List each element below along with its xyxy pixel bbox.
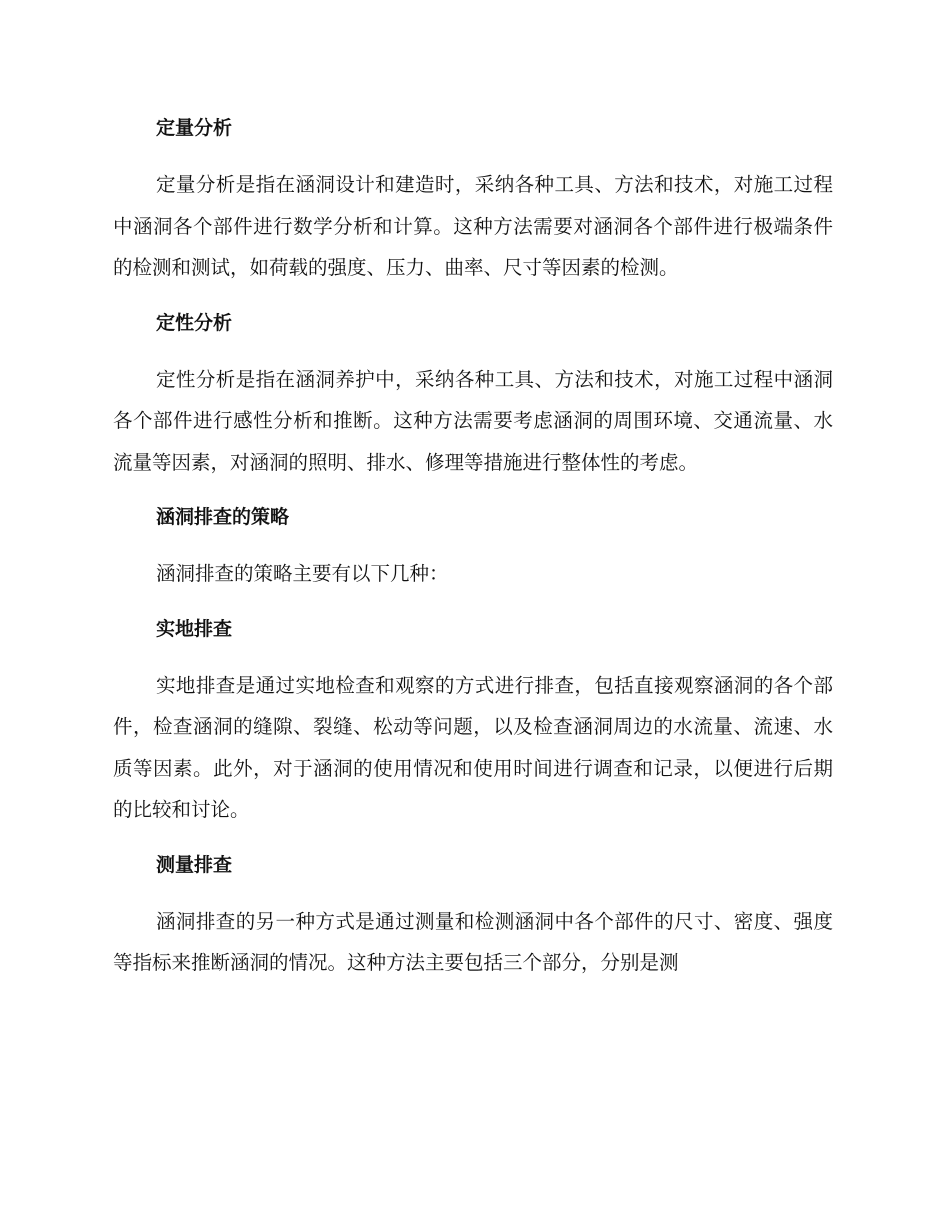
section-paragraph-measurement-inspection: 涵洞排查的另一种方式是通过测量和检测涵洞中各个部件的尺寸、密度、强度等指标来推断涵洞的情况。这种方法主要包括三个部分，分别是测 <box>113 909 833 974</box>
section-paragraph-qualitative: 定性分析是指在涵洞养护中，采纳各种工具、方法和技术，对施工过程中涵洞各个部件进行感性分析和推断。这种方法需要考虑涵洞的周围环境、交通流量、水流量等因素，对涵洞的照明、排水、修理等措施进行整体性的考虑。 <box>113 367 833 474</box>
section-heading-strategy: 涵洞排查的策略 <box>156 506 290 528</box>
section-paragraph-field-inspection: 实地排查是通过实地检查和观察的方式进行排查，包括直接观察涵洞的各个部件，检查涵洞的缝隙、裂缝、松动等问题，以及检查涵洞周边的水流量、流速、水质等因素。此外，对于涵洞的使用情况和使用时间进行调查和记录，以便进行后期的比较和讨论。 <box>113 673 833 821</box>
document-body <box>113 110 833 984</box>
section-heading-quantitative: 定量分析 <box>156 117 233 139</box>
section-heading-measurement-inspection: 测量排查 <box>156 853 233 876</box>
section-paragraph-strategy: 涵洞排查的策略主要有以下几种： <box>156 562 449 585</box>
section-heading-qualitative: 定性分析 <box>156 311 233 334</box>
section-heading-field-inspection: 实地排查 <box>156 617 233 640</box>
section-paragraph-quantitative: 定量分析是指在涵洞设计和建造时，采纳各种工具、方法和技术，对施工过程中涵洞各个部件进行数学分析和计算。这种方法需要对涵洞各个部件进行极端条件的检测和测试，如荷载的强度、压力、曲率、尺寸等因素的检测。 <box>113 173 833 279</box>
